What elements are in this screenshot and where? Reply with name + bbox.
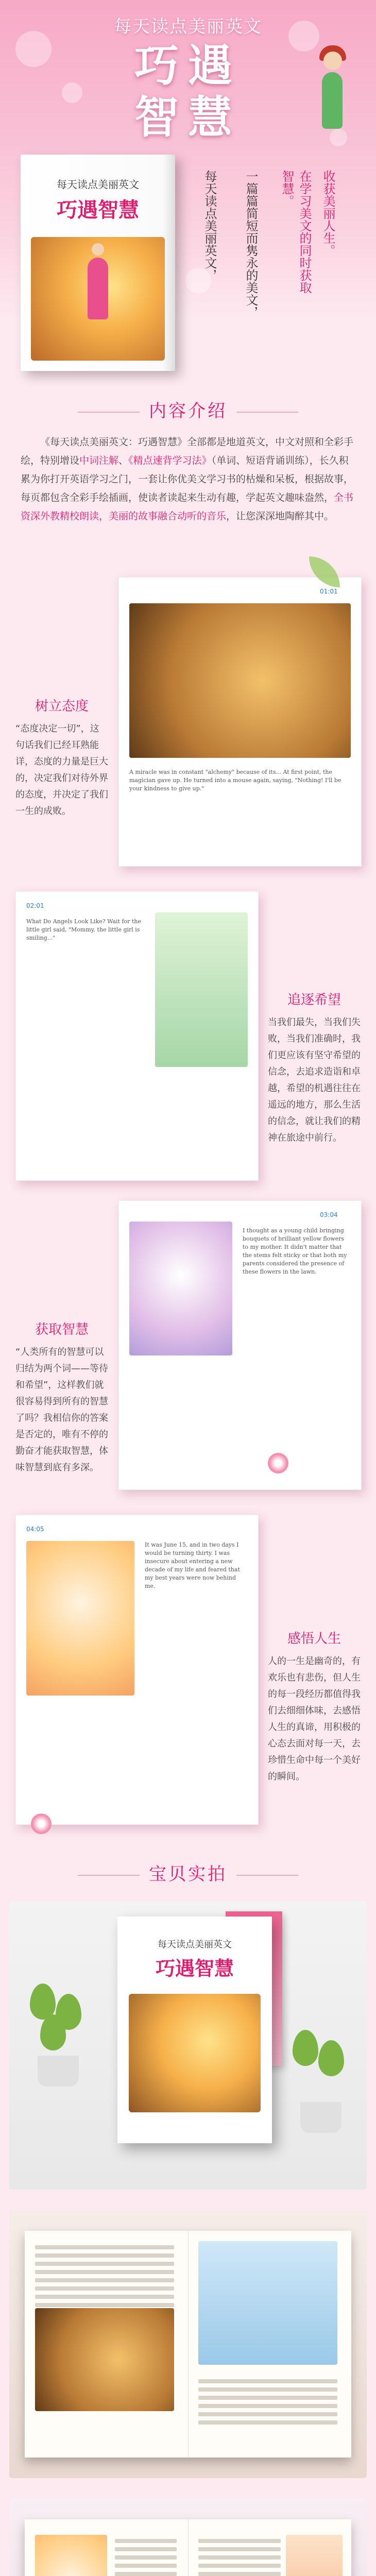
audio-time-1: 01:01 bbox=[320, 588, 338, 595]
open-book-1 bbox=[25, 2231, 351, 2458]
intro-heading: 内容介绍 bbox=[0, 397, 376, 422]
sample-illustration-1 bbox=[129, 603, 351, 758]
side-note-title-2: 追逐希望 bbox=[287, 992, 341, 1008]
product-photo-open-spread-1 bbox=[9, 2210, 367, 2478]
hero-vertical-text-2: 一篇篇简短而隽永的美文， bbox=[244, 170, 258, 318]
hero-vertical-text-4: 在学习美文的同时获取智慧。 bbox=[280, 170, 312, 294]
side-note-1 bbox=[15, 696, 108, 820]
side-note-title-4: 感悟人生 bbox=[287, 1631, 341, 1647]
open-book-2 bbox=[25, 2519, 351, 2576]
side-note-body-1: “态度决定一切”，这句话我们已经耳熟能详，态度的力量是巨大的，决定我们对待外界的态度，并决定了我们一生的成败。 bbox=[15, 723, 108, 817]
flower-decoration bbox=[268, 1453, 288, 1473]
sample-text-2: What Do Angels Look Like? Wait for the little girl said, "Mommy, the little girl is smiling..." bbox=[26, 918, 141, 941]
side-note-body-4: 人的一生是幽奇的，有欢乐也有悲伤，但人生的每一段经历都值得我们去细细体味，去感悟人生的真谛，用积极的心态去面对每一天，去珍惜生命中每一个美好的瞬间。 bbox=[268, 1656, 361, 1782]
main-title bbox=[98, 40, 278, 143]
sample-text-3: I thought as a young child bringing bouquets of brilliant yellow flowers to my mother. It didn't matter that the stems felt sticky or that both my parents considered the presence of these flowers in the lawn. bbox=[243, 1227, 347, 1275]
hero-vertical-text-1: 每天读点美丽英文， bbox=[202, 170, 217, 281]
audio-time-4: 04:05 bbox=[26, 1526, 44, 1533]
audio-time-3: 03:04 bbox=[320, 1211, 338, 1218]
plant-decoration bbox=[282, 2030, 360, 2133]
side-note-4 bbox=[268, 1628, 361, 1785]
hero-banner bbox=[0, 0, 376, 319]
sample-page-1 bbox=[118, 577, 362, 867]
side-note-body-2: 当我们最失，当我们失败，当我们准确时，我们更应该有坚守希望的信念，去追求造诣和卓越，希望的机遇往往在遥远的地方，那么生活的信念，就让我们的精神在旅途中前行。 bbox=[268, 1017, 361, 1143]
sample-text-1: A miracle was in constant "alchemy" because of its... At first point, the magician gave up. He turned into a mouse again, saying, "Nothing! I'll be your kindness to give up." bbox=[129, 769, 341, 792]
side-note-title-3: 获取智慧 bbox=[35, 1322, 89, 1337]
side-note-title-1: 树立态度 bbox=[35, 699, 89, 714]
product-photo-open-spread-2 bbox=[9, 2499, 367, 2576]
photo-book-title: 巧遇智慧 bbox=[155, 1957, 234, 1980]
main-title-line1: 巧遇 bbox=[134, 40, 242, 92]
side-note-2 bbox=[268, 989, 361, 1146]
sample-page-3 bbox=[118, 1200, 362, 1490]
book-cover-series: 每天读点美丽英文 bbox=[57, 178, 139, 191]
product-photo-cover bbox=[9, 1901, 367, 2190]
side-note-3 bbox=[15, 1319, 108, 1476]
photo-book-cover bbox=[117, 1917, 272, 2143]
main-title-line2: 智慧 bbox=[134, 91, 242, 143]
photo-book-illustration bbox=[129, 1994, 261, 2112]
sample-illustration-2 bbox=[155, 912, 248, 1067]
sample-text-4: It was June 15, and in two days I would be turning thirty. I was insecure about entering a new decade of my life and feared that my best years were now behind me. bbox=[145, 1541, 240, 1589]
cartoon-girl-decoration bbox=[309, 41, 355, 144]
book-cover-title: 巧遇智慧 bbox=[57, 198, 139, 222]
intro-text: 《每天读点美丽英文：巧遇智慧》全部都是地道英文，中文对照和全彩手绘，特别增设中词注解、《精点速背学习法》（单词、短语背诵训练），长久积累为你打开英语学习之门，一套让你优美文学习书的枯燥和呆板，根据故事，每页都包含全彩手绘插画，使读者读起来生动有趣，学起英文趣味盎然，全书资深外教精校朗读，美丽的故事融合动听的音乐，让您深深地陶醉其中。 bbox=[21, 436, 354, 522]
book-cover bbox=[21, 155, 175, 371]
photo-book-series: 每天读点美丽英文 bbox=[158, 1939, 232, 1950]
hero-vertical-text-3: 收获美丽人生。 bbox=[321, 170, 335, 257]
sample-illustration-3 bbox=[129, 1222, 232, 1355]
side-note-body-3: “人类所有的智慧可以归结为两个词——等待和希望”，这样教们就很容易得到所有的智慧了吗？我相信你的答案是否定的，唯有不停的勤奋才能获取智慧，体味智慧到底有多深。 bbox=[15, 1347, 108, 1473]
flower-decoration bbox=[31, 1814, 52, 1834]
sample-page-2 bbox=[15, 891, 259, 1181]
audio-time-2: 02:01 bbox=[26, 902, 44, 909]
book-cover-illustration bbox=[31, 237, 165, 361]
sample-illustration-4 bbox=[26, 1541, 134, 1696]
series-title: 每天读点美丽英文 bbox=[114, 16, 262, 37]
plant-decoration bbox=[20, 1984, 97, 2087]
photos-heading: 宝贝实拍 bbox=[0, 1860, 376, 1885]
sample-page-4 bbox=[15, 1515, 259, 1825]
